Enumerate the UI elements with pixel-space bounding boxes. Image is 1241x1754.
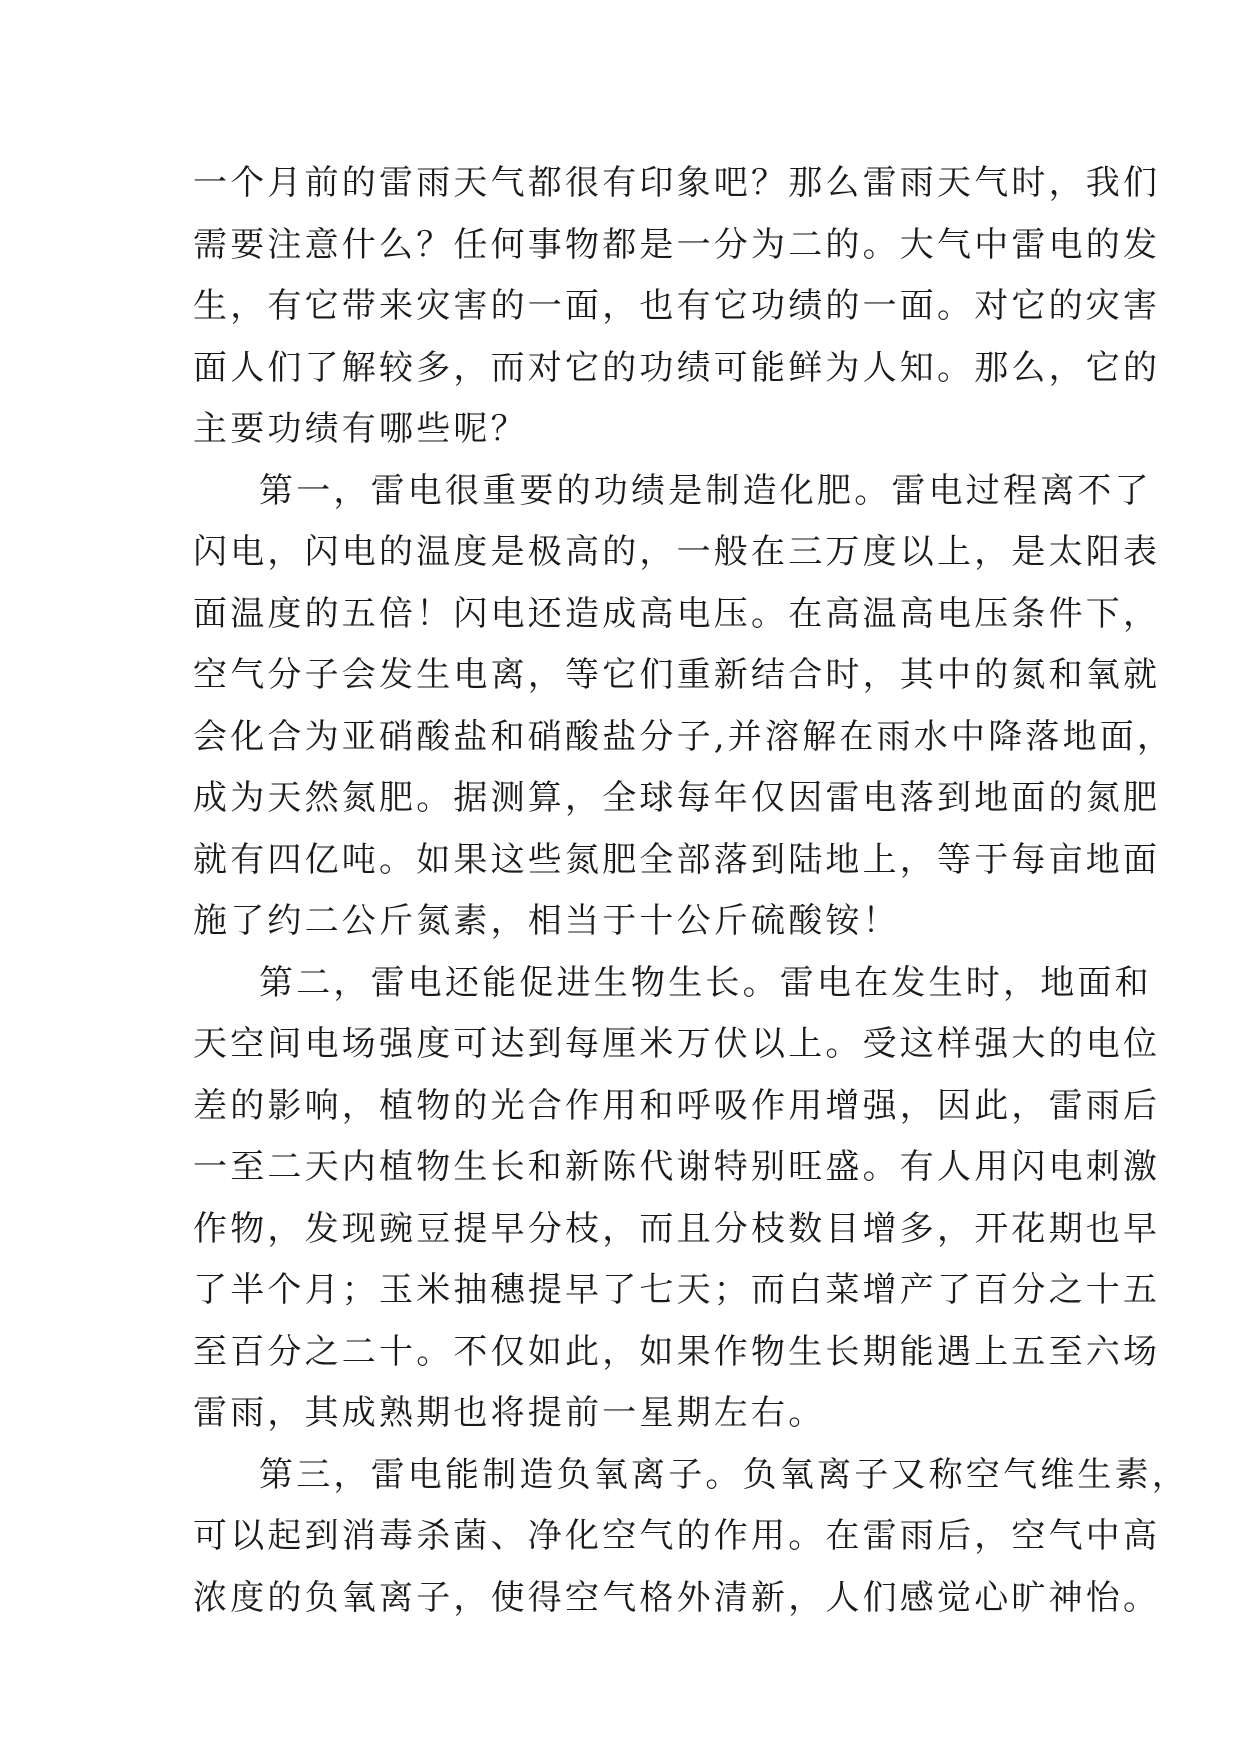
- text-line: 一至二天内植物生长和新陈代谢特别旺盛。有人用闪电刺激: [193, 1147, 1161, 1187]
- article-body: [193, 153, 1189, 1629]
- text-line: 了半个月；玉米抽穗提早了七天；而白菜增产了百分之十五: [193, 1270, 1161, 1310]
- text-line: 需要注意什么？任何事物都是一分为二的。大气中雷电的发: [193, 224, 1161, 265]
- text-line: 一个月前的雷雨天气都很有印象吧？那么雷雨天气时，我们: [193, 163, 1161, 203]
- text-line: 天空间电场强度可达到每厘米万伏以上。受这样强大的电位: [193, 1024, 1161, 1064]
- text-line: 浓度的负氧离子，使得空气格外清新，人们感觉心旷神怡。: [193, 1577, 1161, 1618]
- text-line: 就有四亿吨。如果这些氮肥全部落到陆地上，等于每亩地面: [193, 839, 1161, 880]
- paragraph-first-line: 第三，雷电能制造负氧离子。负氧离子又称空气维生素，: [259, 1454, 1189, 1495]
- text-line: 会化合为亚硝酸盐和硝酸盐分子,并溶解在雨水中降落地面，: [193, 716, 1175, 757]
- text-line: 至百分之二十。不仅如此，如果作物生长期能遇上五至六场: [193, 1331, 1161, 1372]
- paragraph-first-line: 第二，雷电还能促进生物生长。雷电在发生时，地面和: [259, 962, 1152, 1003]
- paragraph-first-line: 第一，雷电很重要的功绩是制造化肥。雷电过程离不了: [259, 470, 1152, 511]
- text-line: 差的影响，植物的光合作用和呼吸作用增强，因此，雷雨后: [193, 1085, 1161, 1126]
- text-line: 可以起到消毒杀菌、净化空气的作用。在雷雨后，空气中高: [193, 1516, 1161, 1556]
- text-line: 成为天然氮肥。据测算，全球每年仅因雷电落到地面的氮肥: [193, 778, 1161, 818]
- text-line: 主要功绩有哪些呢？: [193, 409, 528, 449]
- text-line: 生，有它带来灾害的一面，也有它功绩的一面。对它的灾害: [193, 286, 1161, 326]
- text-line: 空气分子会发生电离，等它们重新结合时，其中的氮和氧就: [193, 655, 1161, 695]
- text-line: 作物，发现豌豆提早分枝，而且分枝数目增多，开花期也早: [193, 1208, 1161, 1249]
- text-line: 面温度的五倍！闪电还造成高电压。在高温高电压条件下，: [193, 593, 1161, 634]
- text-line: 闪电，闪电的温度是极高的，一般在三万度以上，是太阳表: [193, 532, 1161, 572]
- text-line: 雷雨，其成熟期也将提前一星期左右。: [193, 1393, 826, 1433]
- text-line: 施了约二公斤氮素，相当于十公斤硫酸铵！: [193, 901, 900, 941]
- text-line: 面人们了解较多，而对它的功绩可能鲜为人知。那么，它的: [193, 347, 1161, 388]
